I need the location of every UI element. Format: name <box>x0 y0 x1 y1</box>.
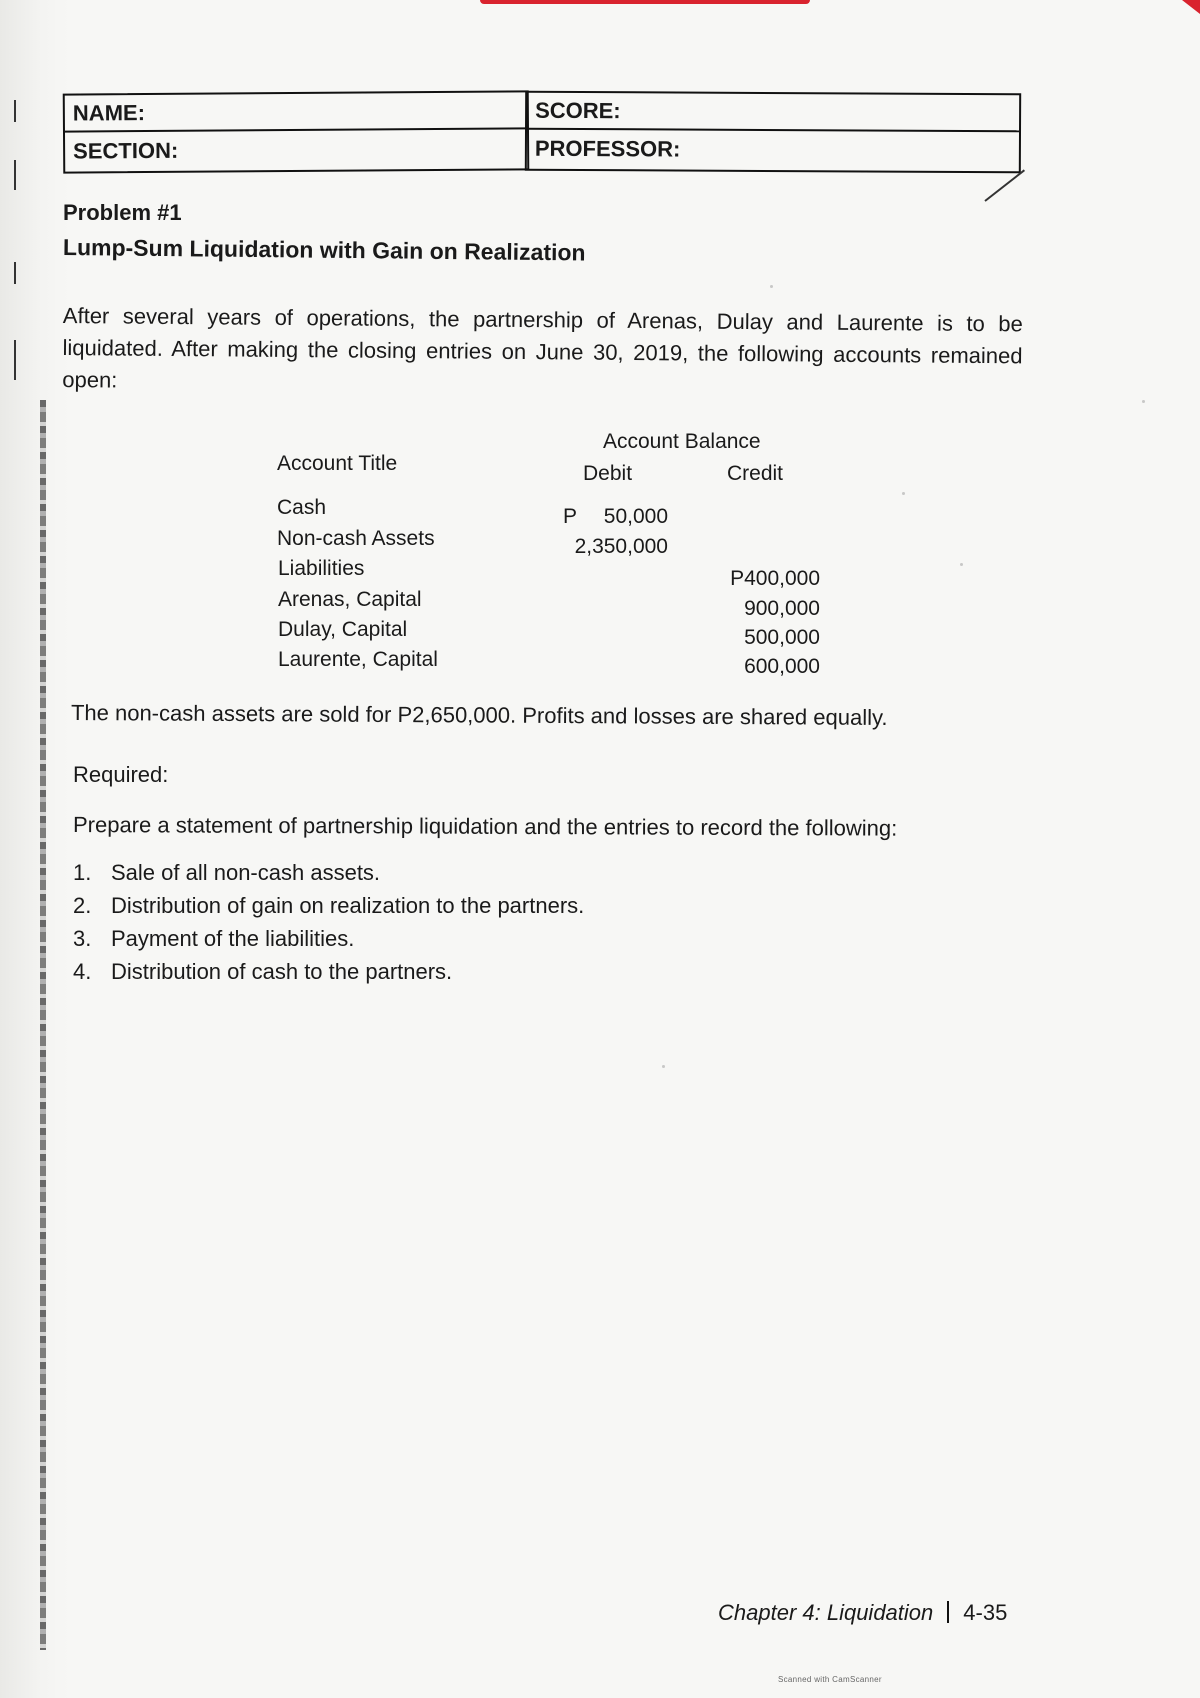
account-row-title: Dulay, Capital <box>278 618 408 641</box>
scan-speck <box>1142 400 1145 403</box>
debit-prefix: P <box>563 505 578 528</box>
binding-tick <box>14 100 16 122</box>
account-row-title: Cash <box>277 496 327 519</box>
footer-divider <box>947 1601 949 1623</box>
account-row-title: Arenas, Capital <box>278 588 422 611</box>
account-row-title: Laurente, Capital <box>278 648 438 671</box>
list-item-text: Sale of all non-cash assets. <box>111 859 381 885</box>
required-instructions: Prepare a statement of partnership liquidation and the entries to record the following: <box>72 812 898 841</box>
scanner-watermark: Scanned with CamScanner <box>778 1675 882 1684</box>
chapter-label: Chapter 4: Liquidation <box>718 1600 934 1625</box>
red-edge-top <box>480 0 810 4</box>
required-list <box>73 856 584 988</box>
problem-number: Problem #1 <box>63 200 182 225</box>
page-number: 4-35 <box>963 1600 1008 1625</box>
problem-title: Lump-Sum Liquidation with Gain on Realization <box>62 234 586 266</box>
debit-header: Debit <box>583 462 633 485</box>
sale-note: The non-cash assets are sold for P2,650,000. Profits and losses are shared equally. <box>70 700 888 730</box>
professor-field: PROFESSOR: <box>534 135 681 162</box>
account-row-title: Liabilities <box>278 557 365 580</box>
credit-header: Credit <box>727 462 784 485</box>
list-item <box>73 922 584 955</box>
debit-amount: 50,000 <box>603 505 668 528</box>
scan-speck <box>770 285 773 288</box>
red-corner <box>1182 0 1200 14</box>
credit-amount: 500,000 <box>744 626 820 649</box>
score-field: SCORE: <box>527 93 1019 133</box>
scan-edge-shadow <box>0 0 70 1698</box>
account-balance-header: Account Balance <box>603 430 761 453</box>
scan-speck <box>960 563 963 566</box>
name-field: NAME: <box>65 92 527 132</box>
binding-tick <box>14 340 16 380</box>
binding-shadow <box>40 400 46 1650</box>
credit-amount: 900,000 <box>744 597 820 620</box>
section-field: SECTION: <box>73 137 179 164</box>
credit-amount: 600,000 <box>744 655 820 678</box>
list-item-text: Distribution of cash to the partners. <box>111 958 453 984</box>
list-item-number: 1. <box>73 859 92 885</box>
list-item <box>73 856 584 889</box>
debit-amount: 2,350,000 <box>574 535 668 558</box>
problem-intro: After several years of operations, the partnership of Arenas, Dulay and Laurente is to be liquidated. After making the closing entries on June 30, 2019, the following accounts remained open: <box>62 302 1023 393</box>
binding-tick <box>14 262 16 284</box>
list-item <box>73 889 584 922</box>
grading-info-box <box>525 91 1021 174</box>
scan-speck <box>662 1065 665 1068</box>
account-row-title: Non-cash Assets <box>277 527 435 550</box>
list-item-text: Distribution of gain on realization to the partners. <box>111 892 585 918</box>
credit-amount: P400,000 <box>730 567 820 590</box>
binding-tick <box>14 160 16 190</box>
student-info-box <box>63 90 530 173</box>
list-item-number: 4. <box>73 958 92 984</box>
required-label: Required: <box>73 762 169 787</box>
page-footer <box>718 1600 1007 1626</box>
list-item-number: 2. <box>73 892 92 918</box>
list-item-number: 3. <box>73 925 92 951</box>
account-title-header: Account Title <box>277 452 398 475</box>
scan-speck <box>902 492 905 495</box>
list-item-text: Payment of the liabilities. <box>111 925 355 951</box>
list-item <box>73 955 584 988</box>
check-mark-icon <box>984 169 1025 201</box>
